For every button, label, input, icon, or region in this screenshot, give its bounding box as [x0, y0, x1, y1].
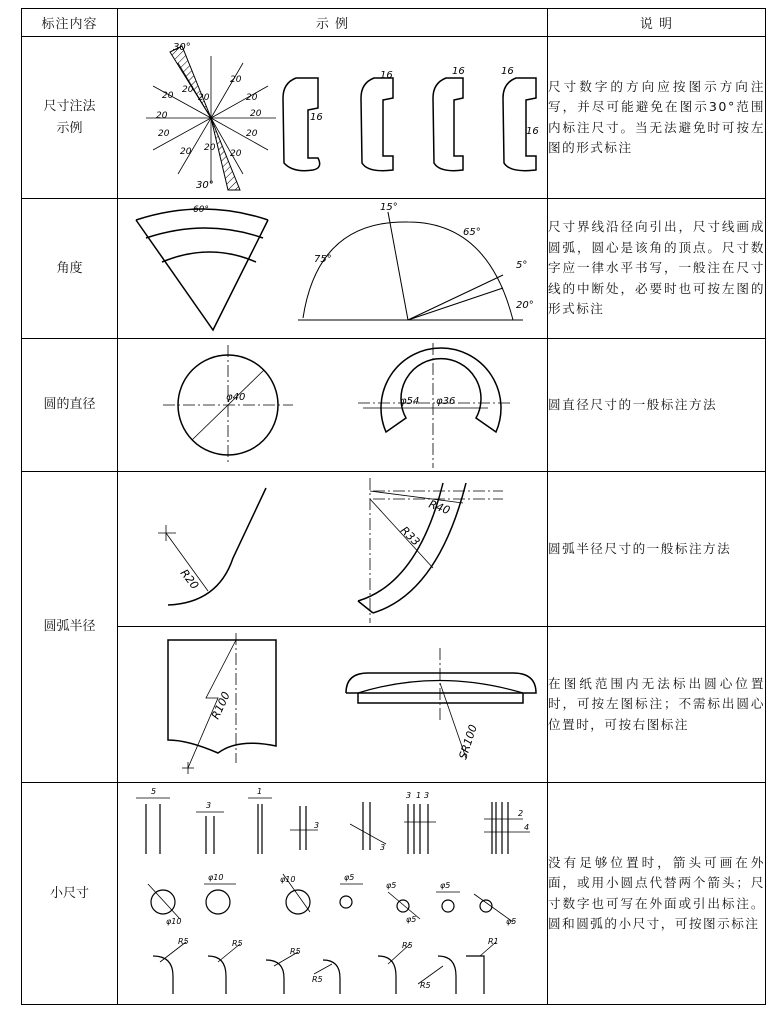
description-angle: 尺寸界线沿径向引出，尺寸线画成圆弧，圆心是该角的顶点。尺寸数字应一律水平书写，一般注在尺寸线的中断处，必要时也可按左图的形式标注: [548, 199, 766, 339]
dim-text: φ5: [344, 872, 355, 882]
dim-text: R40: [426, 497, 452, 517]
dim-text: φ40: [226, 391, 246, 403]
dim-text: R20: [177, 566, 202, 592]
dim-text: 20: [198, 92, 210, 103]
dim-text: R100: [208, 689, 233, 721]
dim-text: R5: [402, 940, 413, 950]
dim-text: 3: [424, 790, 430, 800]
dim-text: 3: [380, 842, 386, 852]
dim-text: R5: [290, 946, 301, 956]
dim-text: 3: [314, 820, 320, 830]
dim-text: φ10: [208, 872, 224, 882]
example-dimension-examples: [118, 37, 548, 199]
dim-text: 1: [416, 790, 422, 800]
label-angle: 角度: [22, 199, 118, 339]
dim-text: 16: [380, 69, 393, 81]
row-dimension-examples: [22, 37, 766, 199]
row-circle-diameter: [22, 339, 766, 472]
dim-text: 16: [452, 65, 465, 77]
dim-text: 20: [246, 128, 258, 139]
angle-label: 30°: [173, 41, 191, 53]
dim-text: 15°: [380, 201, 398, 213]
label-line: 示例: [56, 120, 83, 136]
dimension-table: [21, 8, 766, 1005]
row-angle: [22, 199, 766, 339]
example-circle-diameter: [118, 339, 548, 472]
dim-text: 16: [526, 125, 539, 137]
dim-text: 3: [206, 800, 212, 810]
dim-text: 20: [246, 92, 258, 103]
dim-text: φ10: [166, 916, 182, 926]
description-dimension-examples: 尺寸数字的方向应按图示方向注写，并尽可能避免在图示30°范围内标注尺寸。当无法避免时可按左图的形式标注: [548, 37, 766, 199]
row-large-radius: [22, 627, 766, 783]
dim-text: 5°: [516, 259, 528, 271]
dim-text: 20: [230, 74, 242, 85]
dim-text: 4: [524, 822, 530, 832]
description-arc-radius: 圆弧半径尺寸的一般标注方法: [548, 472, 766, 627]
figure-dimension-directions: [118, 38, 548, 198]
header-description: 说 明: [548, 9, 766, 37]
angle-label: 30°: [196, 179, 214, 191]
dim-text: 16: [310, 111, 323, 123]
dim-text: 20: [156, 110, 168, 121]
example-small-dimensions: [118, 783, 548, 1005]
figure-arc-radius: [118, 473, 548, 626]
dim-text: φ5: [406, 914, 417, 924]
dim-text: φ54: [400, 395, 420, 407]
label-small-dimensions: 小尺寸: [22, 783, 118, 1005]
dim-text: R1: [488, 936, 499, 946]
dim-text: 1: [257, 786, 263, 796]
row-arc-radius: [22, 472, 766, 627]
dim-text: 65°: [463, 226, 481, 238]
dim-text: 20: [158, 128, 170, 139]
dim-text: φ5: [440, 880, 451, 890]
dim-text: 2: [518, 808, 524, 818]
dim-text: 20: [180, 146, 192, 157]
dim-text: R33: [397, 523, 423, 548]
dim-text: 20: [162, 90, 174, 101]
dim-text: SR100: [456, 722, 480, 761]
dim-text: 20: [204, 142, 216, 153]
dim-text: 75°: [314, 253, 332, 265]
dim-text: 20: [230, 148, 242, 159]
dim-text: R5: [312, 974, 323, 984]
label-arc-radius: 圆弧半径: [22, 472, 118, 783]
dim-text: φ5: [386, 880, 397, 890]
description-small-dimensions: 没有足够位置时，箭头可画在外面，或用小圆点代替两个箭头；尺寸数字也可写在外面或引出标注。圆和圆弧的小尺寸，可按图示标注: [548, 783, 766, 1005]
figure-small-dimensions: [118, 784, 548, 1004]
description-circle-diameter: 圆直径尺寸的一般标注方法: [548, 339, 766, 472]
dim-text: 20: [250, 108, 262, 119]
label-dimension-examples: [22, 37, 118, 199]
figure-circle-diameter: [118, 340, 548, 471]
dim-text: φ36: [436, 395, 456, 407]
example-angle: [118, 199, 548, 339]
dim-text: φ10: [280, 874, 296, 884]
dim-text: 20°: [516, 299, 534, 311]
dim-text: 5: [151, 786, 157, 796]
dim-text: 16: [501, 65, 514, 77]
dim-text: R5: [420, 980, 431, 990]
header-content: 标注内容: [22, 9, 118, 37]
dim-text: R5: [178, 936, 189, 946]
dim-text: φ5: [506, 916, 517, 926]
dim-text: 3: [406, 790, 412, 800]
label-line: 尺寸注法: [43, 98, 96, 114]
dim-text: R5: [232, 938, 243, 948]
example-large-radius: [118, 627, 548, 783]
dim-text: 20: [182, 84, 194, 95]
figure-angle: [118, 200, 548, 338]
row-small-dimensions: [22, 783, 766, 1005]
header-example: 示 例: [118, 9, 548, 37]
header-row: [22, 9, 766, 37]
label-circle-diameter: 圆的直径: [22, 339, 118, 472]
example-arc-radius: [118, 472, 548, 627]
dim-text: 60°: [193, 204, 209, 215]
figure-large-radius: [118, 628, 548, 782]
description-large-radius: 在图纸范围内无法标出圆心位置时，可按左图标注；不需标出圆心位置时，可按右图标注: [548, 627, 766, 783]
